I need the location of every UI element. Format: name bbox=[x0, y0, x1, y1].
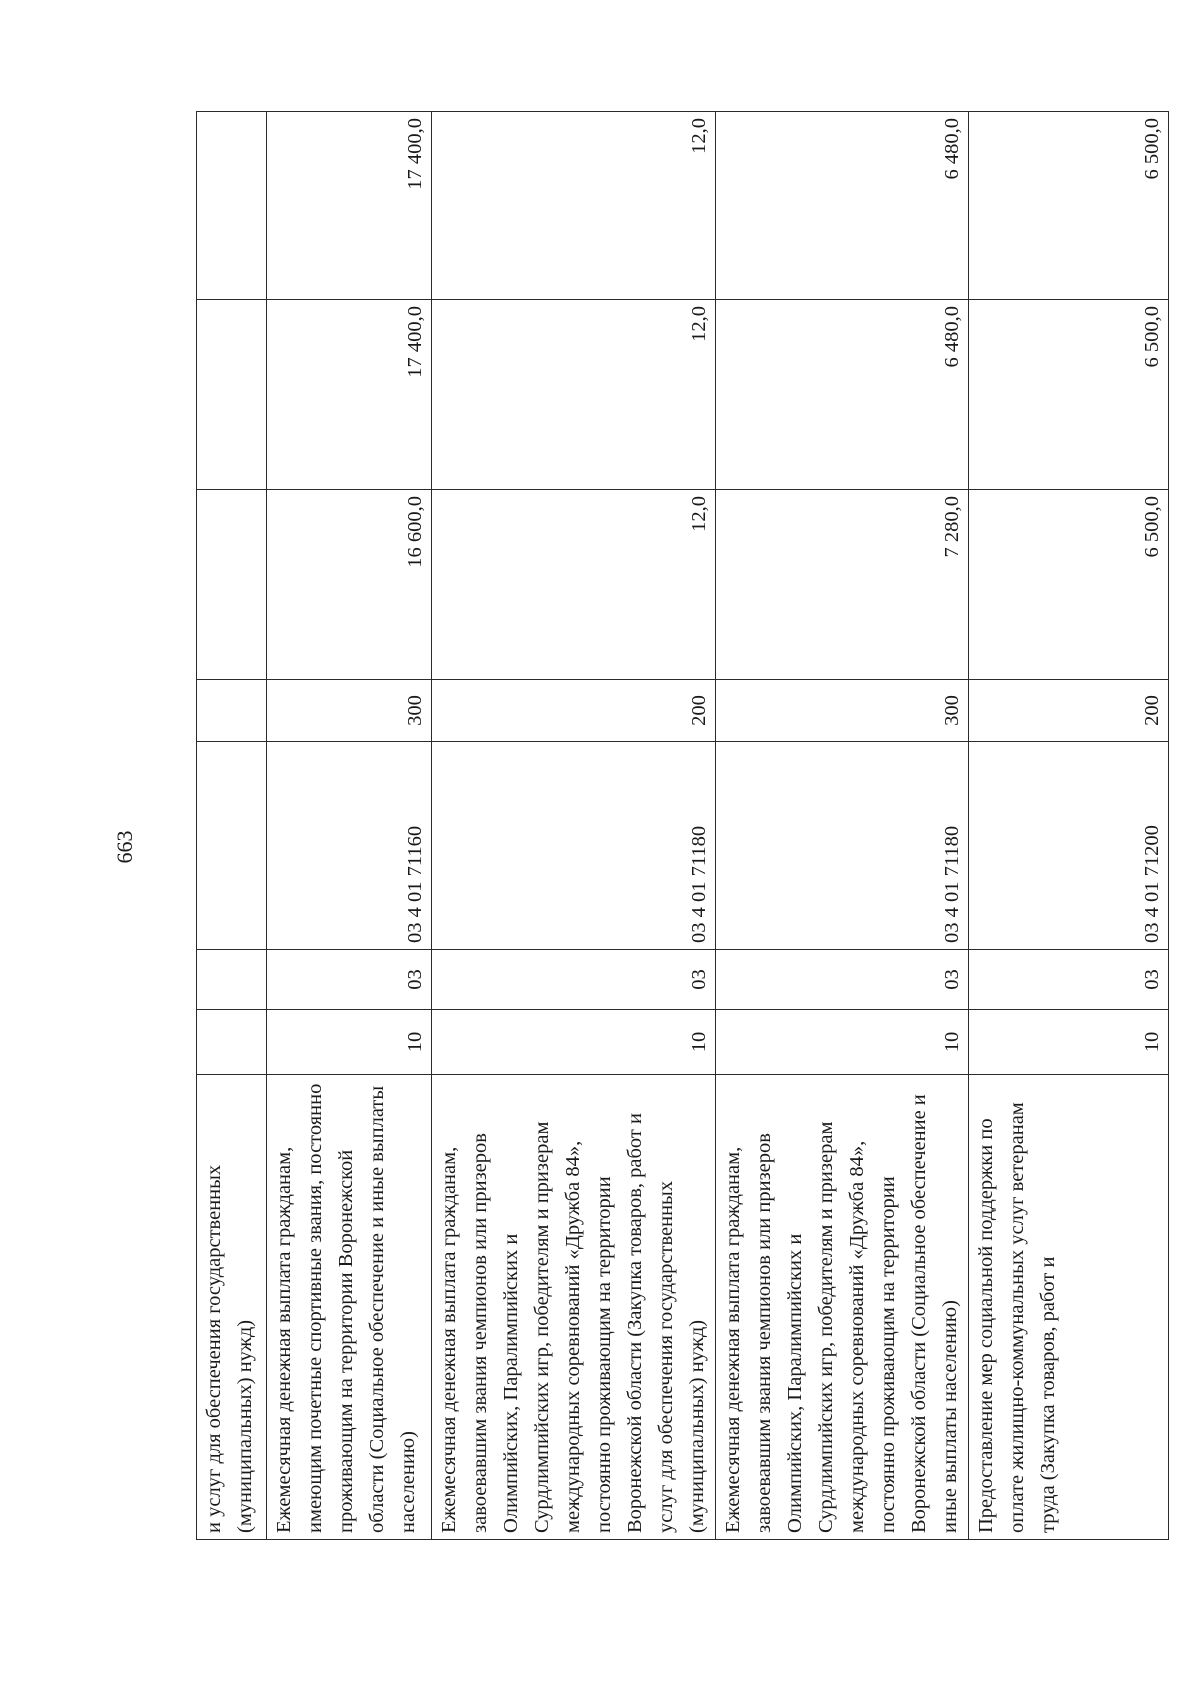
row-amount-year-2: 17 400,0 bbox=[267, 300, 432, 490]
row-expense-type-code: 300 bbox=[716, 680, 969, 742]
table-row bbox=[267, 112, 432, 1540]
table-row bbox=[432, 112, 716, 1540]
budget-table-container bbox=[196, 112, 1163, 1540]
row-amount-year-3 bbox=[197, 112, 267, 300]
row-description: Ежемесячная денежная выплата гражданам, завоевавшим звания чемпионов или призеров Олимпийских, Паралимпийских и Сурдлимпийских игр, победителям и призерам международных соревнований «Дружба 84», постоянно проживающим на территории Воронежской области (Социальное обеспечение и иные выплаты населению) bbox=[716, 1075, 969, 1540]
row-subsection-code bbox=[197, 950, 267, 1010]
row-subsection-code: 03 bbox=[267, 950, 432, 1010]
row-amount-year-1 bbox=[197, 490, 267, 680]
row-section-code: 10 bbox=[969, 1010, 1169, 1075]
row-amount-year-2: 12,0 bbox=[432, 300, 716, 490]
row-amount-year-2 bbox=[197, 300, 267, 490]
budget-table-rotated bbox=[196, 112, 1163, 1540]
row-description: и услуг для обеспечения государственных (муниципальных) нужд) bbox=[197, 1075, 267, 1540]
row-section-code: 10 bbox=[432, 1010, 716, 1075]
row-target-article-code: 03 4 01 71180 bbox=[432, 742, 716, 950]
row-amount-year-3: 6 500,0 bbox=[969, 112, 1169, 300]
table-row bbox=[969, 112, 1169, 1540]
row-amount-year-1: 12,0 bbox=[432, 490, 716, 680]
table-row bbox=[716, 112, 969, 1540]
budget-table bbox=[196, 111, 1169, 1540]
row-amount-year-2: 6 500,0 bbox=[969, 300, 1169, 490]
row-subsection-code: 03 bbox=[716, 950, 969, 1010]
row-amount-year-1: 6 500,0 bbox=[969, 490, 1169, 680]
row-section-code: 10 bbox=[267, 1010, 432, 1075]
row-section-code: 10 bbox=[716, 1010, 969, 1075]
row-amount-year-1: 7 280,0 bbox=[716, 490, 969, 680]
row-amount-year-3: 6 480,0 bbox=[716, 112, 969, 300]
table-row bbox=[197, 112, 267, 1540]
row-expense-type-code: 200 bbox=[432, 680, 716, 742]
row-description: Ежемесячная денежная выплата гражданам, имеющим почетные спортивные звания, постоянно проживающим на территории Воронежской области (Социальное обеспечение и иные выплаты населению) bbox=[267, 1075, 432, 1540]
row-expense-type-code: 300 bbox=[267, 680, 432, 742]
row-amount-year-2: 6 480,0 bbox=[716, 300, 969, 490]
row-amount-year-3: 17 400,0 bbox=[267, 112, 432, 300]
row-description: Предоставление мер социальной поддержки по оплате жилищно-коммунальных услуг ветеранам труда (Закупка товаров, работ и bbox=[969, 1075, 1169, 1540]
row-description: Ежемесячная денежная выплата гражданам, завоевавшим звания чемпионов или призеров Олимпийских, Паралимпийских и Сурдлимпийских игр, победителям и призерам международных соревнований «Дружба 84», постоянно проживающим на территории Воронежской области (Закупка товаров, работ и услуг для обеспечения государственных (муниципальных) нужд) bbox=[432, 1075, 716, 1540]
row-subsection-code: 03 bbox=[432, 950, 716, 1010]
row-expense-type-code: 200 bbox=[969, 680, 1169, 742]
row-section-code bbox=[197, 1010, 267, 1075]
row-target-article-code: 03 4 01 71180 bbox=[716, 742, 969, 950]
row-amount-year-3: 12,0 bbox=[432, 112, 716, 300]
row-subsection-code: 03 bbox=[969, 950, 1169, 1010]
row-target-article-code: 03 4 01 71200 bbox=[969, 742, 1169, 950]
row-expense-type-code bbox=[197, 680, 267, 742]
row-target-article-code bbox=[197, 742, 267, 950]
row-amount-year-1: 16 600,0 bbox=[267, 490, 432, 680]
page-number: 663 bbox=[112, 830, 137, 864]
row-target-article-code: 03 4 01 71160 bbox=[267, 742, 432, 950]
